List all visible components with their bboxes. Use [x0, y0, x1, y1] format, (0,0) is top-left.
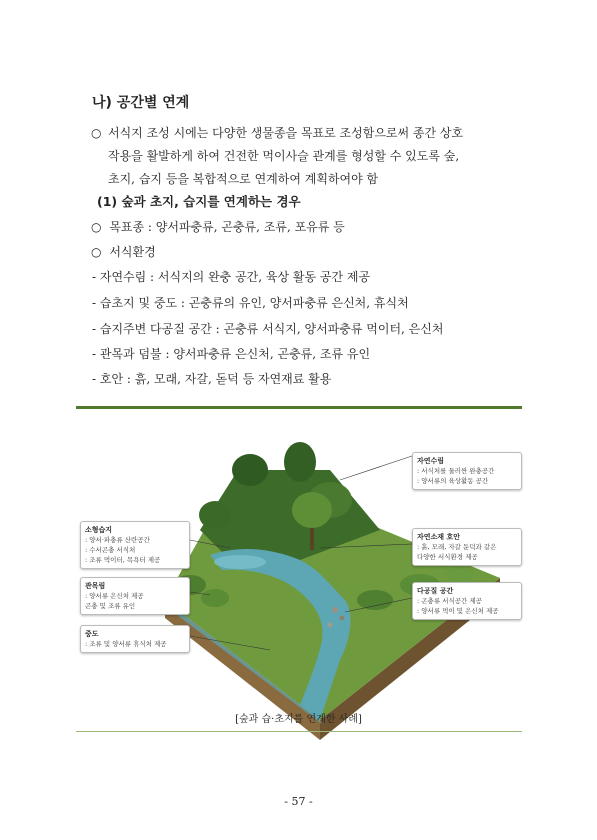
callout-item: : 흙, 모래, 자갈 둔덕과 같은 — [417, 543, 497, 551]
callout-item: 곤충 및 조류 유인 — [85, 602, 136, 610]
callout-title: 다공질 공간 — [417, 587, 454, 595]
callout-item: : 양서류 먹이 및 은신처 제공 — [417, 607, 499, 615]
habitat-item: - 관목과 덤불 : 양서파충류 은신처, 곤충류, 조류 유인 — [92, 347, 371, 361]
callout-porous-space — [412, 582, 522, 620]
callout-shrubs — [80, 577, 190, 615]
callout-small-wetland — [80, 521, 190, 569]
callout-title: 중도 — [85, 630, 99, 638]
intro-line: 초지, 습지 등을 복합적으로 연계하여 계획하여야 함 — [108, 172, 379, 186]
habitat-item: - 습지주변 다공질 공간 : 곤충류 서식지, 양서파충류 먹이터, 은신처 — [92, 322, 444, 336]
callout-item: : 조류 및 양서류 휴식처 제공 — [85, 640, 167, 648]
habitat-item: - 습초지 및 중도 : 곤충류의 유인, 양서파충류 은신처, 휴식처 — [92, 296, 409, 310]
callout-islet — [80, 625, 190, 653]
circle-bullet: ○ — [91, 220, 102, 234]
callout-natural-forest — [412, 452, 522, 490]
callout-item: : 곤충류 서식공간 제공 — [417, 597, 482, 605]
callout-item: : 양서류의 육상활동 공간 — [417, 477, 489, 485]
callout-item: : 수서곤충 서식처 — [85, 546, 136, 554]
figure-caption: [숲과 습·초지를 연계한 사례] — [235, 714, 362, 725]
target-species-text: 목표종 : 양서파충류, 곤충류, 조류, 포유류 등 — [109, 220, 345, 234]
callout-item: : 조류 먹이터, 목욕터 제공 — [85, 556, 161, 564]
callout-title: 자연소재 호안 — [417, 533, 461, 541]
callout-item: : 양서·파충류 산란공간 — [85, 536, 150, 544]
page-number: - 57 - — [284, 795, 313, 808]
callout-natural-revetment — [412, 528, 522, 566]
intro-line: 작용을 활발하게 하여 건전한 먹이사슬 관계를 형성할 수 있도록 숲, — [108, 149, 460, 163]
subsection-title: (1) 숲과 초지, 습지를 연계하는 경우 — [97, 194, 301, 209]
habitat-heading: 서식환경 — [109, 245, 156, 259]
callout-title: 소형습지 — [85, 526, 113, 534]
callout-item: : 양서류 은신처 제공 — [85, 592, 144, 600]
circle-bullet: ○ — [91, 245, 102, 259]
circle-bullet: ○ — [91, 126, 102, 140]
habitat-item: - 호안 : 흙, 모래, 자갈, 돋덕 등 자연재료 활용 — [92, 372, 332, 386]
figure-bottom-rule — [76, 731, 522, 732]
habitat-item: - 자연수림 : 서식지의 완충 공간, 육상 활동 공간 제공 — [92, 270, 371, 284]
section-title: 나) 공간별 연계 — [92, 95, 190, 111]
callout-item: 다양한 서식환경 제공 — [417, 553, 478, 561]
callout-title: 관목림 — [85, 582, 106, 590]
intro-line: 서식지 조성 시에는 다양한 생물종을 목표로 조성함으로써 종간 상호 — [108, 126, 464, 140]
callout-item: : 서식처를 둘러싼 완충공간 — [417, 467, 495, 475]
callout-title: 자연수림 — [417, 457, 445, 465]
